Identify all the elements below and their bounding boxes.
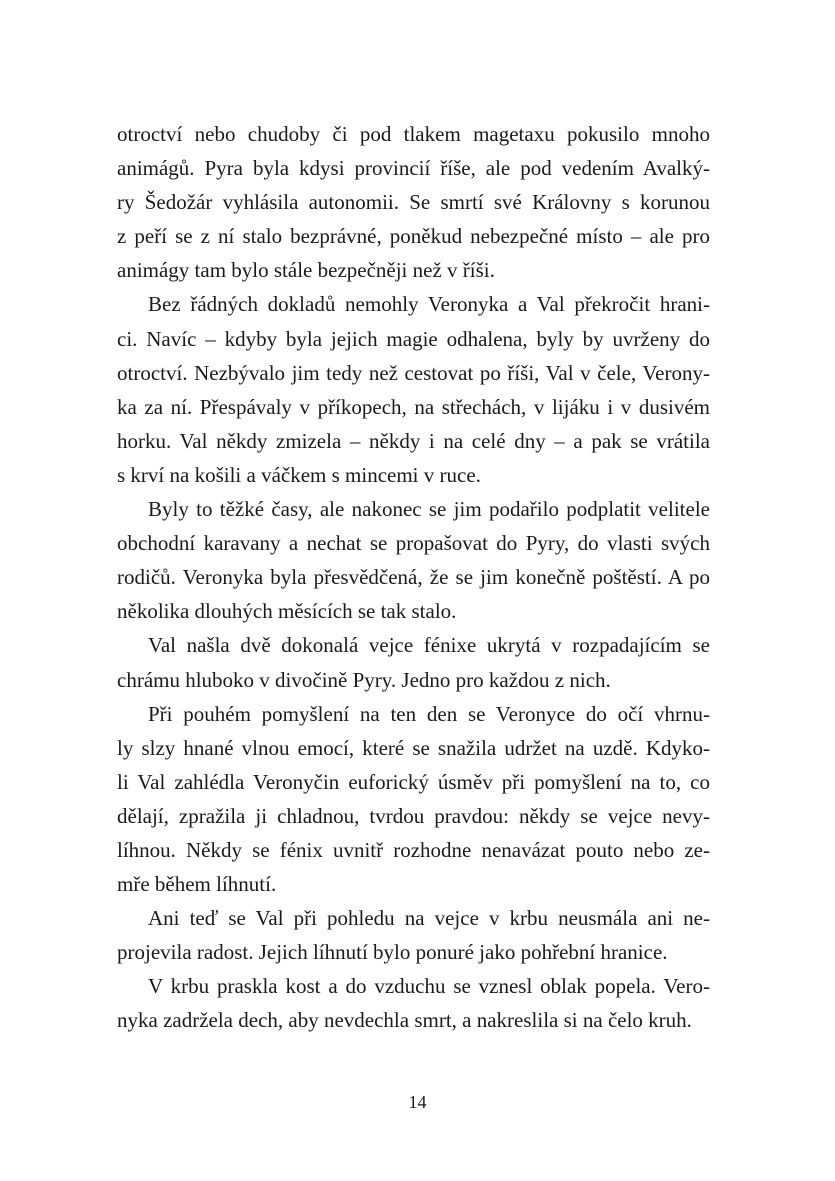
text-line: Při pouhém pomyšlení na ten den se Veronyce do očí vhrnu- [148,701,710,726]
text-line: obchodní karavany a nechat se propašovat do Pyry, do vlasti svých [117,531,710,556]
paragraph [117,628,710,696]
paragraph [117,901,710,969]
paragraph [117,492,710,628]
text-line: Bez řádných dokladů nemohly Veronyka a Val překročit hrani- [148,292,710,317]
text-line: Ani teď se Val při pohledu na vejce v krbu neusmála ani ne- [148,906,710,931]
text-line: Val našla dvě dokonalá vejce fénixe ukrytá v rozpadajícím se [148,633,710,658]
text-line: animágy tam bylo stále bezpečněji než v říši. [117,258,495,283]
text-line: V krbu praskla kost a do vzduchu se vznesl oblak popela. Vero- [148,974,710,999]
text-line: dělají, zpražila ji chladnou, tvrdou pravdou: někdy se vejce nevy- [117,803,710,828]
paragraph [117,287,710,492]
text-line: li Val zahlédla Veronyčin euforický úsměv při pomyšlení na to, co [117,769,710,794]
text-line: ry Šedožár vyhlásila autonomii. Se smrtí své Královny s korunou [117,190,710,215]
text-line: s krví na košili a váčkem s mincemi v ruce. [117,462,481,487]
text-line: Byly to těžké časy, ale nakonec se jim podařilo podplatit velitele [148,497,710,522]
text-line: líhnou. Někdy se fénix uvnitř rozhodne nenavázat pouto nebo ze- [117,837,710,862]
text-line: projevila radost. Jejich líhnutí bylo ponuré jako pohřební hranice. [117,940,668,965]
text-line: ka za ní. Přespávaly v příkopech, na střechách, v lijáku i v dusivém [117,394,710,419]
text-line: rodičů. Veronyka byla přesvědčená, že se jim konečně poštěstí. A po [117,565,710,590]
text-line: ci. Navíc – kdyby byla jejich magie odhalena, byly by uvrženy do [117,326,710,351]
text-line: horku. Val někdy zmizela – někdy i na celé dny – a pak se vrátila [117,428,710,453]
paragraph [117,117,710,287]
text-line: animágů. Pyra byla kdysi provincií říše, ale pod vedením Avalký- [117,156,710,181]
text-line: nyka zadržela dech, aby nevdechla smrt, a nakreslila si na čelo kruh. [117,1008,692,1033]
paragraph [117,969,710,1037]
text-line: otroctví. Nezbývalo jim tedy než cestovat po říši, Val v čele, Verony- [117,360,710,385]
text-line: otroctví nebo chudoby či pod tlakem magetaxu pokusilo mnoho [117,122,710,146]
text-line: ly slzy hnané vlnou emocí, které se snažila udržet na uzdě. Kdyko- [117,735,710,760]
paragraph [117,697,710,902]
text-line: z peří se z ní stalo bezprávné, poněkud nebezpečné místo – ale pro [117,224,710,249]
page-number: 14 [408,1092,427,1112]
text-line: několika dlouhých měsících se tak stalo. [117,599,457,624]
text-line: mře během líhnutí. [117,872,277,897]
body-text [117,117,710,1038]
text-line: chrámu hluboko v divočině Pyry. Jedno pro každou z nich. [117,667,611,692]
